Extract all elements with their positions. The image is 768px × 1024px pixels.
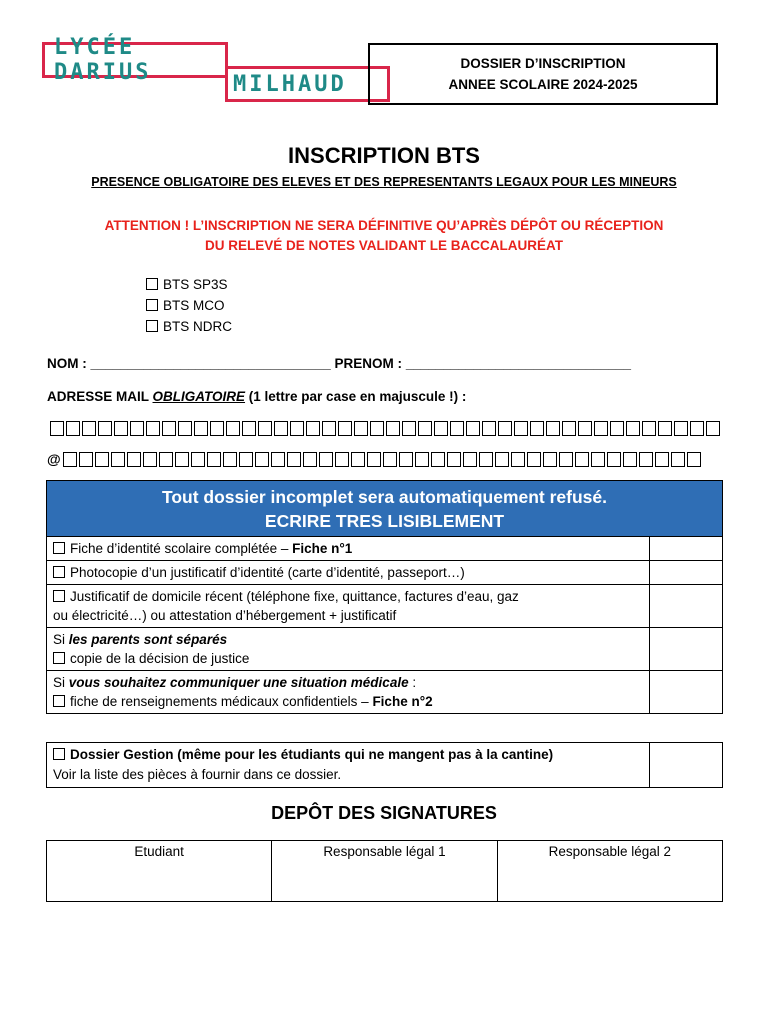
- letter-box[interactable]: [607, 452, 621, 467]
- letter-box[interactable]: [322, 421, 336, 436]
- letter-box[interactable]: [399, 452, 413, 467]
- option-sp3s[interactable]: [146, 274, 232, 295]
- letter-box[interactable]: [626, 421, 640, 436]
- letter-box[interactable]: [63, 452, 77, 467]
- letter-box[interactable]: [530, 421, 544, 436]
- warning-notice: [0, 216, 768, 256]
- letter-box[interactable]: [463, 452, 477, 467]
- signatures-title: DEPÔT DES SIGNATURES: [271, 803, 497, 823]
- checkbox[interactable]: [53, 566, 65, 578]
- name-fields: [47, 356, 631, 371]
- letter-box[interactable]: [335, 452, 349, 467]
- checkbox[interactable]: [146, 299, 158, 311]
- letter-box[interactable]: [642, 421, 656, 436]
- email-label-post: (1 lettre par case en majuscule !) :: [245, 389, 467, 404]
- option-label: BTS NDRC: [163, 319, 233, 334]
- letter-box[interactable]: [210, 421, 224, 436]
- letter-box[interactable]: [623, 452, 637, 467]
- option-label: BTS MCO: [163, 298, 225, 313]
- item-text: Fiche d’identité scolaire complétée –: [70, 541, 293, 556]
- warning-line1: ATTENTION ! L’INSCRIPTION NE SERA DÉFINITIVE QU’APRÈS DÉPÔT OU RÉCEPTION: [104, 218, 664, 233]
- signature-guardian-1[interactable]: Responsable légal 1: [272, 841, 497, 902]
- letter-box[interactable]: [687, 452, 701, 467]
- letter-box[interactable]: [271, 452, 285, 467]
- table-row: [47, 628, 723, 671]
- documents-checklist: [46, 480, 723, 714]
- table-row: [47, 537, 723, 561]
- prenom-field[interactable]: ______________________________: [405, 356, 632, 371]
- gestion-table: [46, 742, 723, 788]
- letter-box[interactable]: [706, 421, 720, 436]
- letter-box[interactable]: [114, 421, 128, 436]
- table-row: [47, 671, 723, 714]
- letter-box[interactable]: [287, 452, 301, 467]
- email-label-mandatory: OBLIGATOIRE: [152, 389, 246, 404]
- letter-box[interactable]: [690, 421, 704, 436]
- email-label-pre: ADRESSE MAIL: [47, 389, 153, 404]
- checkbox[interactable]: [53, 590, 65, 602]
- nom-field[interactable]: ________________________________: [90, 356, 331, 371]
- letter-box[interactable]: [66, 421, 80, 436]
- checkbox[interactable]: [146, 320, 158, 332]
- letter-box[interactable]: [50, 421, 64, 436]
- letter-box[interactable]: [159, 452, 173, 467]
- item-condition: vous souhaitez communiquer une situation médicale: [68, 675, 409, 690]
- letter-box[interactable]: [130, 421, 144, 436]
- letter-box[interactable]: [98, 421, 112, 436]
- letter-box[interactable]: [415, 452, 429, 467]
- letter-box[interactable]: [639, 452, 653, 467]
- letter-box[interactable]: [79, 452, 93, 467]
- checklist-header-line2: ECRIRE TRES LISIBLEMENT: [264, 511, 505, 531]
- checklist-item: [47, 628, 650, 671]
- letter-box[interactable]: [223, 452, 237, 467]
- letter-box[interactable]: [482, 421, 496, 436]
- checklist-header-line1: Tout dossier incomplet sera automatiquement refusé.: [161, 487, 608, 507]
- option-label: BTS SP3S: [163, 277, 228, 292]
- check-cell[interactable]: [650, 628, 723, 671]
- item-text: Si: [53, 632, 69, 647]
- letter-box[interactable]: [290, 421, 304, 436]
- nom-label: NOM :: [47, 356, 87, 371]
- letter-box[interactable]: [111, 452, 125, 467]
- prenom-label: PRENOM :: [334, 356, 403, 371]
- letter-box[interactable]: [431, 452, 445, 467]
- letter-box[interactable]: [479, 452, 493, 467]
- letter-box[interactable]: [226, 421, 240, 436]
- letter-box[interactable]: [386, 421, 400, 436]
- signature-student[interactable]: Etudiant: [47, 841, 272, 902]
- checkbox[interactable]: [53, 695, 65, 707]
- letter-box[interactable]: [610, 421, 624, 436]
- letter-box[interactable]: [146, 421, 160, 436]
- letter-box[interactable]: [351, 452, 365, 467]
- letter-box[interactable]: [370, 421, 384, 436]
- signatures-table: [46, 840, 723, 902]
- letter-box[interactable]: [655, 452, 669, 467]
- letter-box[interactable]: [191, 452, 205, 467]
- letter-box[interactable]: [674, 421, 688, 436]
- checkbox[interactable]: [53, 748, 65, 760]
- letter-box[interactable]: [242, 421, 256, 436]
- letter-box[interactable]: [95, 452, 109, 467]
- letter-box[interactable]: [127, 452, 141, 467]
- letter-box[interactable]: [175, 452, 189, 467]
- letter-box[interactable]: [258, 421, 272, 436]
- letter-box[interactable]: [207, 452, 221, 467]
- letter-box[interactable]: [367, 452, 381, 467]
- letter-box[interactable]: [319, 452, 333, 467]
- dossier-header-box: [368, 43, 718, 105]
- warning-line2: DU RELEVÉ DE NOTES VALIDANT LE BACCALAURÉAT: [204, 238, 563, 253]
- gestion-note: Voir la liste des pièces à fournir dans ce dossier.: [53, 767, 342, 782]
- checklist-item: [47, 537, 650, 561]
- item-text: fiche de renseignements médicaux confidentiels –: [70, 694, 373, 709]
- letter-box[interactable]: [194, 421, 208, 436]
- letter-box[interactable]: [511, 452, 525, 467]
- letter-box[interactable]: [591, 452, 605, 467]
- item-text: Si: [53, 675, 69, 690]
- letter-box[interactable]: [239, 452, 253, 467]
- letter-box[interactable]: [546, 421, 560, 436]
- letter-box[interactable]: [178, 421, 192, 436]
- table-row: [47, 561, 723, 585]
- page-title: INSCRIPTION BTS: [288, 143, 480, 168]
- letter-box[interactable]: [559, 452, 573, 467]
- table-row: [47, 743, 723, 788]
- item-text: Photocopie d’un justificatif d’identité (carte d’identité, passeport…): [70, 565, 465, 580]
- table-row: [47, 585, 723, 628]
- letter-box[interactable]: [450, 421, 464, 436]
- letter-box[interactable]: [578, 421, 592, 436]
- letter-box[interactable]: [495, 452, 509, 467]
- letter-box[interactable]: [498, 421, 512, 436]
- email-letter-boxes-row1[interactable]: [50, 421, 722, 436]
- option-mco[interactable]: [146, 295, 232, 316]
- gestion-title: Dossier Gestion (même pour les étudiants qui ne mangent pas à la cantine): [70, 747, 554, 762]
- letter-box[interactable]: [434, 421, 448, 436]
- header-line1: DOSSIER D’INSCRIPTION: [460, 56, 626, 71]
- gestion-item: [47, 743, 650, 788]
- letter-box[interactable]: [306, 421, 320, 436]
- letter-box[interactable]: [82, 421, 96, 436]
- letter-box[interactable]: [575, 452, 589, 467]
- letter-box[interactable]: [303, 452, 317, 467]
- letter-box[interactable]: [594, 421, 608, 436]
- signature-guardian-2[interactable]: Responsable légal 2: [497, 841, 722, 902]
- email-label: [47, 389, 466, 404]
- logo-line1: LYCÉE DARIUS: [54, 35, 152, 85]
- letter-box[interactable]: [338, 421, 352, 436]
- letter-box[interactable]: [162, 421, 176, 436]
- check-cell[interactable]: [650, 743, 723, 788]
- letter-box[interactable]: [527, 452, 541, 467]
- item-text: :: [408, 675, 417, 690]
- check-cell[interactable]: [650, 585, 723, 628]
- letter-box[interactable]: [562, 421, 576, 436]
- option-ndrc[interactable]: [146, 316, 232, 337]
- school-logo: [42, 35, 350, 106]
- item-text: ou électricité…) ou attestation d’hébergement + justificatif: [53, 608, 397, 623]
- item-ref: Fiche n°2: [372, 694, 433, 709]
- logo-bottom-frame: [225, 66, 390, 102]
- check-cell[interactable]: [650, 671, 723, 714]
- check-cell[interactable]: [650, 537, 723, 561]
- checklist-item: [47, 671, 650, 714]
- email-letter-boxes-row2[interactable]: [47, 451, 703, 467]
- page-subtitle: PRESENCE OBLIGATOIRE DES ELEVES ET DES REPRESENTANTS LEGAUX POUR LES MINEURS: [91, 175, 677, 189]
- checkbox[interactable]: [53, 652, 65, 664]
- at-symbol: @: [47, 451, 61, 467]
- letter-box[interactable]: [354, 421, 368, 436]
- letter-box[interactable]: [466, 421, 480, 436]
- letter-box[interactable]: [274, 421, 288, 436]
- letter-box[interactable]: [658, 421, 672, 436]
- header-line2: ANNEE SCOLAIRE 2024-2025: [448, 77, 638, 92]
- checkbox[interactable]: [146, 278, 158, 290]
- item-ref: Fiche n°1: [292, 541, 353, 556]
- letter-box[interactable]: [671, 452, 685, 467]
- checklist-header: [47, 481, 723, 537]
- letter-box[interactable]: [143, 452, 157, 467]
- letter-box[interactable]: [514, 421, 528, 436]
- checkbox[interactable]: [53, 542, 65, 554]
- letter-box[interactable]: [255, 452, 269, 467]
- letter-box[interactable]: [402, 421, 416, 436]
- item-condition: les parents sont séparés: [68, 632, 228, 647]
- letter-box[interactable]: [383, 452, 397, 467]
- logo-top-frame: [42, 35, 228, 85]
- checklist-item: [47, 561, 650, 585]
- item-text: copie de la décision de justice: [70, 651, 250, 666]
- letter-box[interactable]: [447, 452, 461, 467]
- item-text: Justificatif de domicile récent (téléphone fixe, quittance, factures d’eau, gaz: [70, 589, 519, 604]
- checklist-item: [47, 585, 650, 628]
- letter-box[interactable]: [418, 421, 432, 436]
- check-cell[interactable]: [650, 561, 723, 585]
- bts-options: [146, 274, 232, 337]
- letter-box[interactable]: [543, 452, 557, 467]
- logo-line2: MILHAUD: [233, 71, 347, 97]
